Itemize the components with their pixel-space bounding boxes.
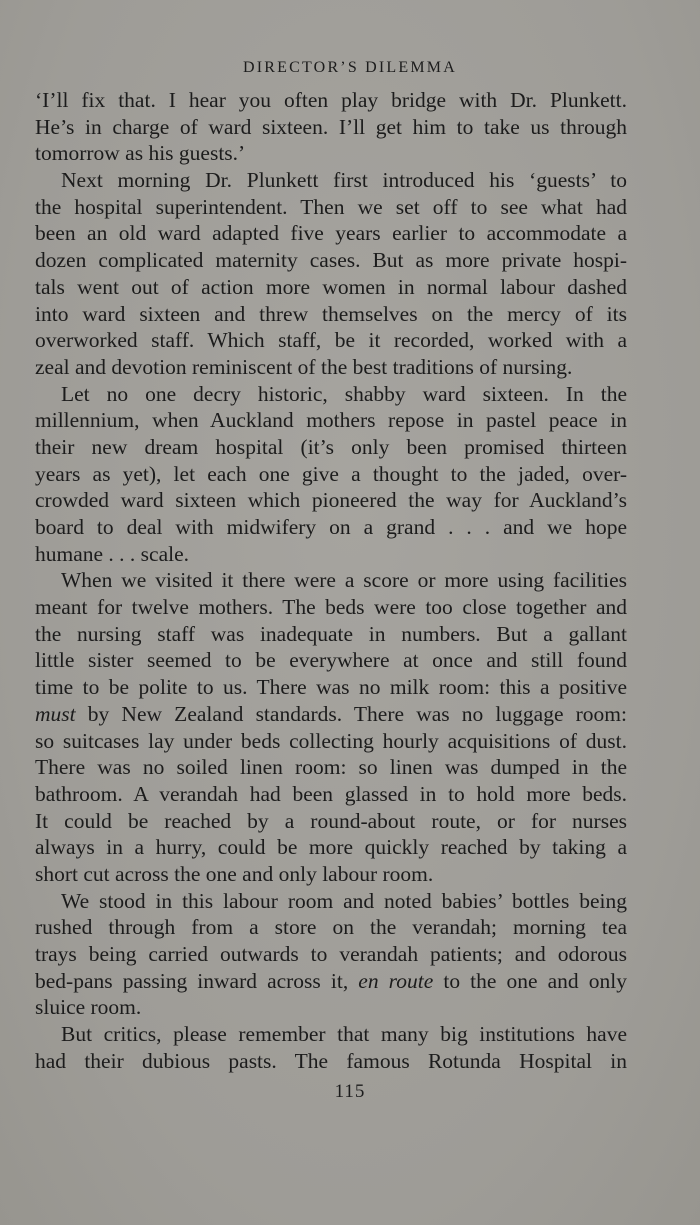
text-line: board to deal with midwifery on a grand . . . and we hope [35,515,627,539]
text-line: crowded ward sixteen which pioneered the way for Auckland’s [35,488,627,513]
text-line: We stood in this labour room and noted babies’ bottles being [61,888,627,913]
text-line: time to be polite to us. There was no milk room: this a positive [35,675,627,700]
body-text [35,87,627,1074]
page-number: 115 [334,1081,366,1102]
italic-en-route: en route [358,968,434,993]
text-line: so suitcases lay under beds collecting hourly acquisitions of dust. [35,728,627,753]
text-line: tals went out of action more women in normal labour dashed [35,274,627,299]
text-fragment: bed-pans passing inward across it, [35,968,349,993]
text-fragment: to the one and only [443,968,627,993]
text-line: Next morning Dr. Plunkett first introduced his ‘guests’ to [61,168,627,193]
text-line: It could be reached by a round-about route, or for nurses [35,808,627,833]
text-line: the hospital superintendent. Then we set off to see what had [35,194,627,219]
text-line: little sister seemed to be everywhere at once and still found [35,648,627,673]
text-line: had their dubious pasts. The famous Rotunda Hospital in [35,1048,627,1073]
text-line: their new dream hospital (it’s only been promised thirteen [35,434,627,459]
text-line: ‘I’ll fix that. I hear you often play bridge with Dr. Plunkett. [35,88,627,112]
italic-must: must [35,701,76,726]
text-line: zeal and devotion reminiscent of the best traditions of nursing. [35,354,573,379]
text-line: humane . . . scale. [35,541,190,566]
text-line: There was no soiled linen room: so linen was dumped in the [35,755,627,780]
text-fragment: by New Zealand standards. There was no luggage room: [87,701,627,726]
text-line: millennium, when Auckland mothers repose in pastel peace in [35,408,627,433]
text-line [35,968,627,995]
text-line: rushed through from a store on the verandah; morning tea [35,915,627,940]
text-line: He’s in charge of ward sixteen. I’ll get him to take us through [35,114,627,139]
text-line: But critics, please remember that many big institutions have [61,1022,627,1047]
text-line: years as yet), let each one give a thought to the jaded, over- [35,461,627,486]
text-line: short cut across the one and only labour room. [35,861,434,886]
running-head: DIRECTOR’S DILEMMA [243,59,457,76]
text-line: tomorrow as his guests.’ [35,141,246,166]
text-line: into ward sixteen and threw themselves on the mercy of its [35,301,627,326]
text-line: When we visited it there were a score or more using facilities [61,568,627,593]
text-line: trays being carried outwards to verandah patients; and odorous [35,942,627,966]
text-line: been an old ward adapted five years earlier to accommodate a [35,221,627,246]
text-line: overworked staff. Which staff, be it recorded, worked with a [35,328,627,353]
text-line: dozen complicated maternity cases. But as more private hospi- [35,248,627,273]
text-line: Let no one decry historic, shabby ward sixteen. In the [61,381,627,406]
text-line [35,701,627,728]
text-line: sluice room. [35,995,142,1020]
text-line: the nursing staff was inadequate in numbers. But a gallant [35,621,627,646]
text-line: bathroom. A verandah had been glassed in to hold more beds. [35,781,627,806]
text-line: meant for twelve mothers. The beds were too close together and [35,595,627,620]
text-line: always in a hurry, could be more quickly reached by taking a [35,835,627,860]
